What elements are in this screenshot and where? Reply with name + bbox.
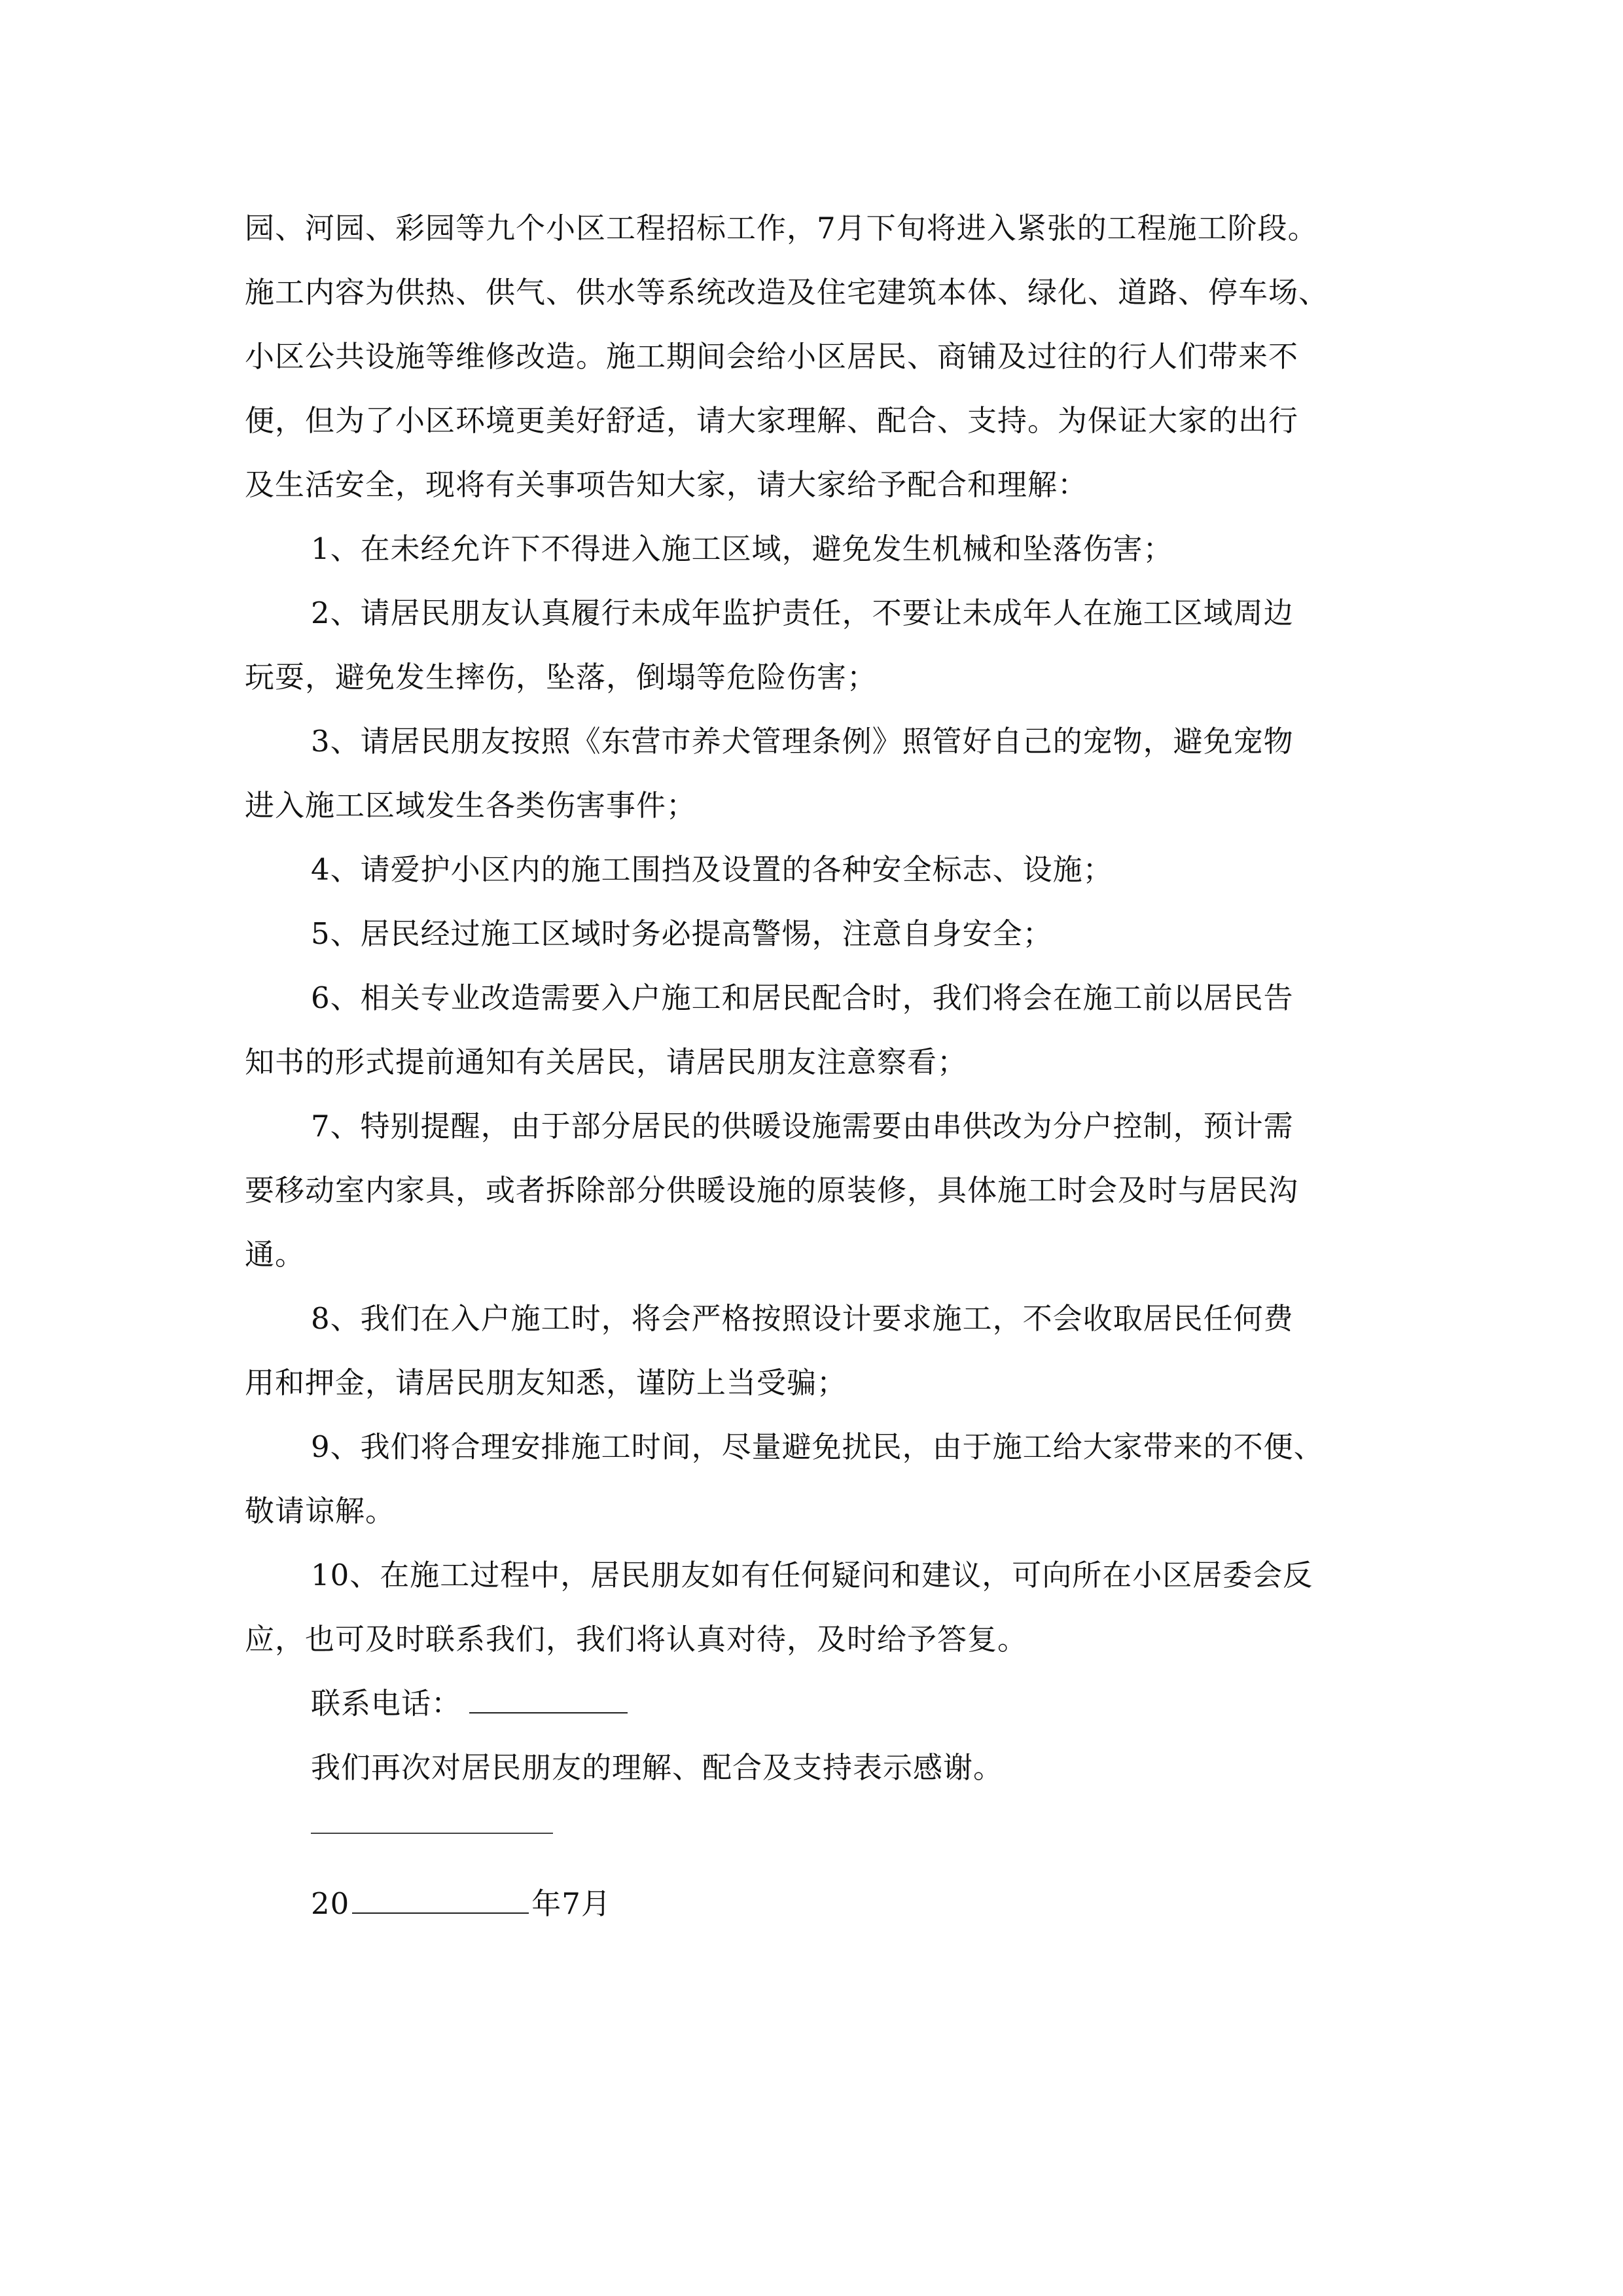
text-line: 用和押金，请居民朋友知悉，谨防上当受骗； (245, 1365, 847, 1400)
date-suffix: 年7月 (531, 1886, 611, 1921)
document-body (245, 196, 1423, 1936)
date-prefix: 20 (311, 1886, 350, 1921)
signature-line (311, 1833, 553, 1834)
notice-item-3 (245, 709, 1423, 838)
date-blank (352, 1873, 529, 1914)
contact-phone-label: 联系电话： (311, 1686, 462, 1721)
text-line: 2、请居民朋友认真履行未成年监护责任，不要让未成年人在施工区域周边 (311, 596, 1294, 630)
text-line: 1、在未经允许下不得进入施工区域，避免发生机械和坠落伤害； (311, 531, 1173, 566)
text-line: 3、请居民朋友按照《东营市养犬管理条例》照管好自己的宠物，避免宠物 (311, 724, 1294, 759)
notice-item-6 (245, 966, 1423, 1094)
notice-item-5 (245, 902, 1423, 966)
text-line: 6、相关专业改造需要入户施工和居民配合时，我们将会在施工前以居民告 (311, 980, 1294, 1015)
text-line: 7、特别提醒，由于部分居民的供暖设施需要由串供改为分户控制，预计需 (311, 1109, 1294, 1143)
text-line: 进入施工区域发生各类伤害事件； (245, 788, 697, 823)
notice-item-9 (245, 1415, 1423, 1543)
document-page (245, 0, 1423, 2296)
text-line: 10、在施工过程中，居民朋友如有任何疑问和建议，可向所在小区居委会反 (311, 1558, 1313, 1592)
text-line: 玩耍，避免发生摔伤，坠落，倒塌等危险伤害； (245, 660, 878, 694)
notice-item-4 (245, 838, 1423, 902)
notice-item-10 (245, 1543, 1423, 1672)
text-line: 9、我们将合理安排施工时间，尽量避免扰民，由于施工给大家带来的不便、 (311, 1429, 1324, 1464)
text-line: 小区公共设施等维修改造。施工期间会给小区居民、商铺及过往的行人们带来不 (245, 339, 1299, 374)
text-line: 知书的形式提前通知有关居民，请居民朋友注意察看； (245, 1045, 968, 1079)
text-line: 4、请爱护小区内的施工围挡及设置的各种安全标志、设施； (311, 852, 1113, 887)
notice-item-1 (245, 517, 1423, 581)
text-line: 应，也可及时联系我们，我们将认真对待，及时给予答复。 (245, 1622, 1028, 1657)
date-line (245, 1872, 1423, 1936)
text-line: 敬请谅解。 (245, 1494, 396, 1528)
intro-paragraph (245, 196, 1423, 517)
contact-phone (245, 1672, 1423, 1736)
notice-item-7 (245, 1094, 1423, 1287)
closing-thanks: 我们再次对居民朋友的理解、配合及支持表示感谢。 (311, 1750, 1004, 1785)
text-line: 8、我们在入户施工时，将会严格按照设计要求施工，不会收取居民任何费 (311, 1301, 1294, 1336)
text-line: 5、居民经过施工区域时务必提高警惕，注意自身安全； (311, 916, 1053, 951)
text-line: 通。 (245, 1237, 306, 1272)
text-line: 要移动室内家具，或者拆除部分供暖设施的原装修，具体施工时会及时与居民沟 (245, 1173, 1299, 1208)
notice-item-8 (245, 1287, 1423, 1415)
notice-item-2 (245, 581, 1423, 709)
text-line: 园、河园、彩园等九个小区工程招标工作，7月下旬将进入紧张的工程施工阶段。 (245, 211, 1318, 245)
text-line: 便，但为了小区环境更美好舒适，请大家理解、配合、支持。为保证大家的出行 (245, 403, 1299, 438)
text-line: 及生活安全，现将有关事项告知大家，请大家给予配合和理解： (245, 467, 1088, 502)
contact-phone-blank (469, 1673, 628, 1713)
text-line: 施工内容为供热、供气、供水等系统改造及住宅建筑本体、绿化、道路、停车场、 (245, 275, 1329, 310)
